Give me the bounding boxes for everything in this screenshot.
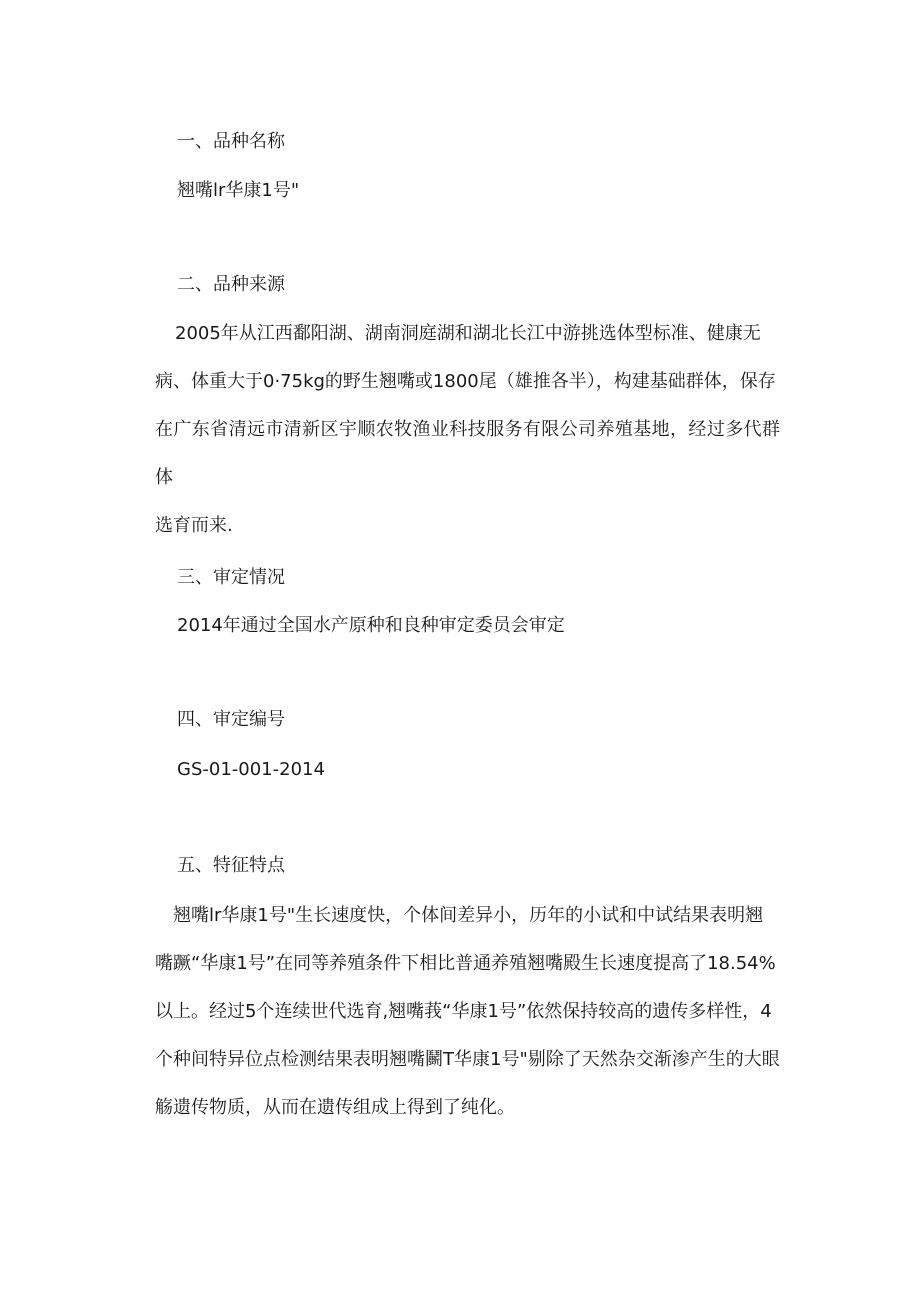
variety-name-text: 翘嘴lr华康1号" xyxy=(177,180,300,201)
paragraph-line: 嘴蹶“华康1号”在同等养殖条件下相比普通养殖翘嘴殿生长速度提高了18.54% xyxy=(155,953,776,974)
paragraph-line: 以上。经过5个连续世代选育,翘嘴莪“华康1号”依然保持较高的遗传多样性，4 xyxy=(155,1001,772,1022)
variety-name-body xyxy=(177,181,782,201)
section-variety-name xyxy=(177,132,782,152)
section-approval-number xyxy=(177,710,782,730)
characteristics-paragraph xyxy=(155,892,780,1132)
section-approval-status xyxy=(177,568,782,588)
approval-number-text: GS-01-001-2014 xyxy=(177,759,325,780)
paragraph-line: 选育而来. xyxy=(155,515,233,536)
section-heading: 二、品种来源 xyxy=(177,274,285,295)
approval-status-text: 2014年通过全国水产原种和良种审定委员会审定 xyxy=(177,615,565,636)
paragraph-line: 觞遗传物质，从而在遗传组成上得到了纯化。 xyxy=(155,1097,515,1118)
approval-status-body xyxy=(177,616,782,636)
paragraph-line: 个种间特异位点检测结果表明翘嘴鬭T华康1号"剔除了天然杂交渐渗产生的大眼 xyxy=(155,1049,780,1070)
section-variety-source xyxy=(177,275,782,295)
section-heading: 五、特征特点 xyxy=(177,855,285,876)
section-heading: 四、审定编号 xyxy=(177,709,285,730)
paragraph-line: 2005年从江西鄱阳湖、湖南洞庭湖和湖北长江中游挑选体型标准、健康无 xyxy=(157,323,761,344)
variety-source-paragraph xyxy=(155,310,780,550)
approval-number-body xyxy=(177,760,782,780)
paragraph-line: 翘嘴lr华康1号"生长速度快，个体间差异小，历年的小试和中试结果表明翘 xyxy=(155,905,764,926)
paragraph-line: 病、体重大于0·75kg的野生翘嘴或1800尾（雄推各半），构建基础群体，保存 xyxy=(155,371,776,392)
section-heading: 三、审定情况 xyxy=(177,567,285,588)
section-heading: 一、品种名称 xyxy=(177,131,285,152)
paragraph-line: 在广东省清远市清新区宇顺农牧渔业科技服务有限公司养殖基地，经过多代群体 xyxy=(155,419,780,488)
section-characteristics xyxy=(177,856,782,876)
